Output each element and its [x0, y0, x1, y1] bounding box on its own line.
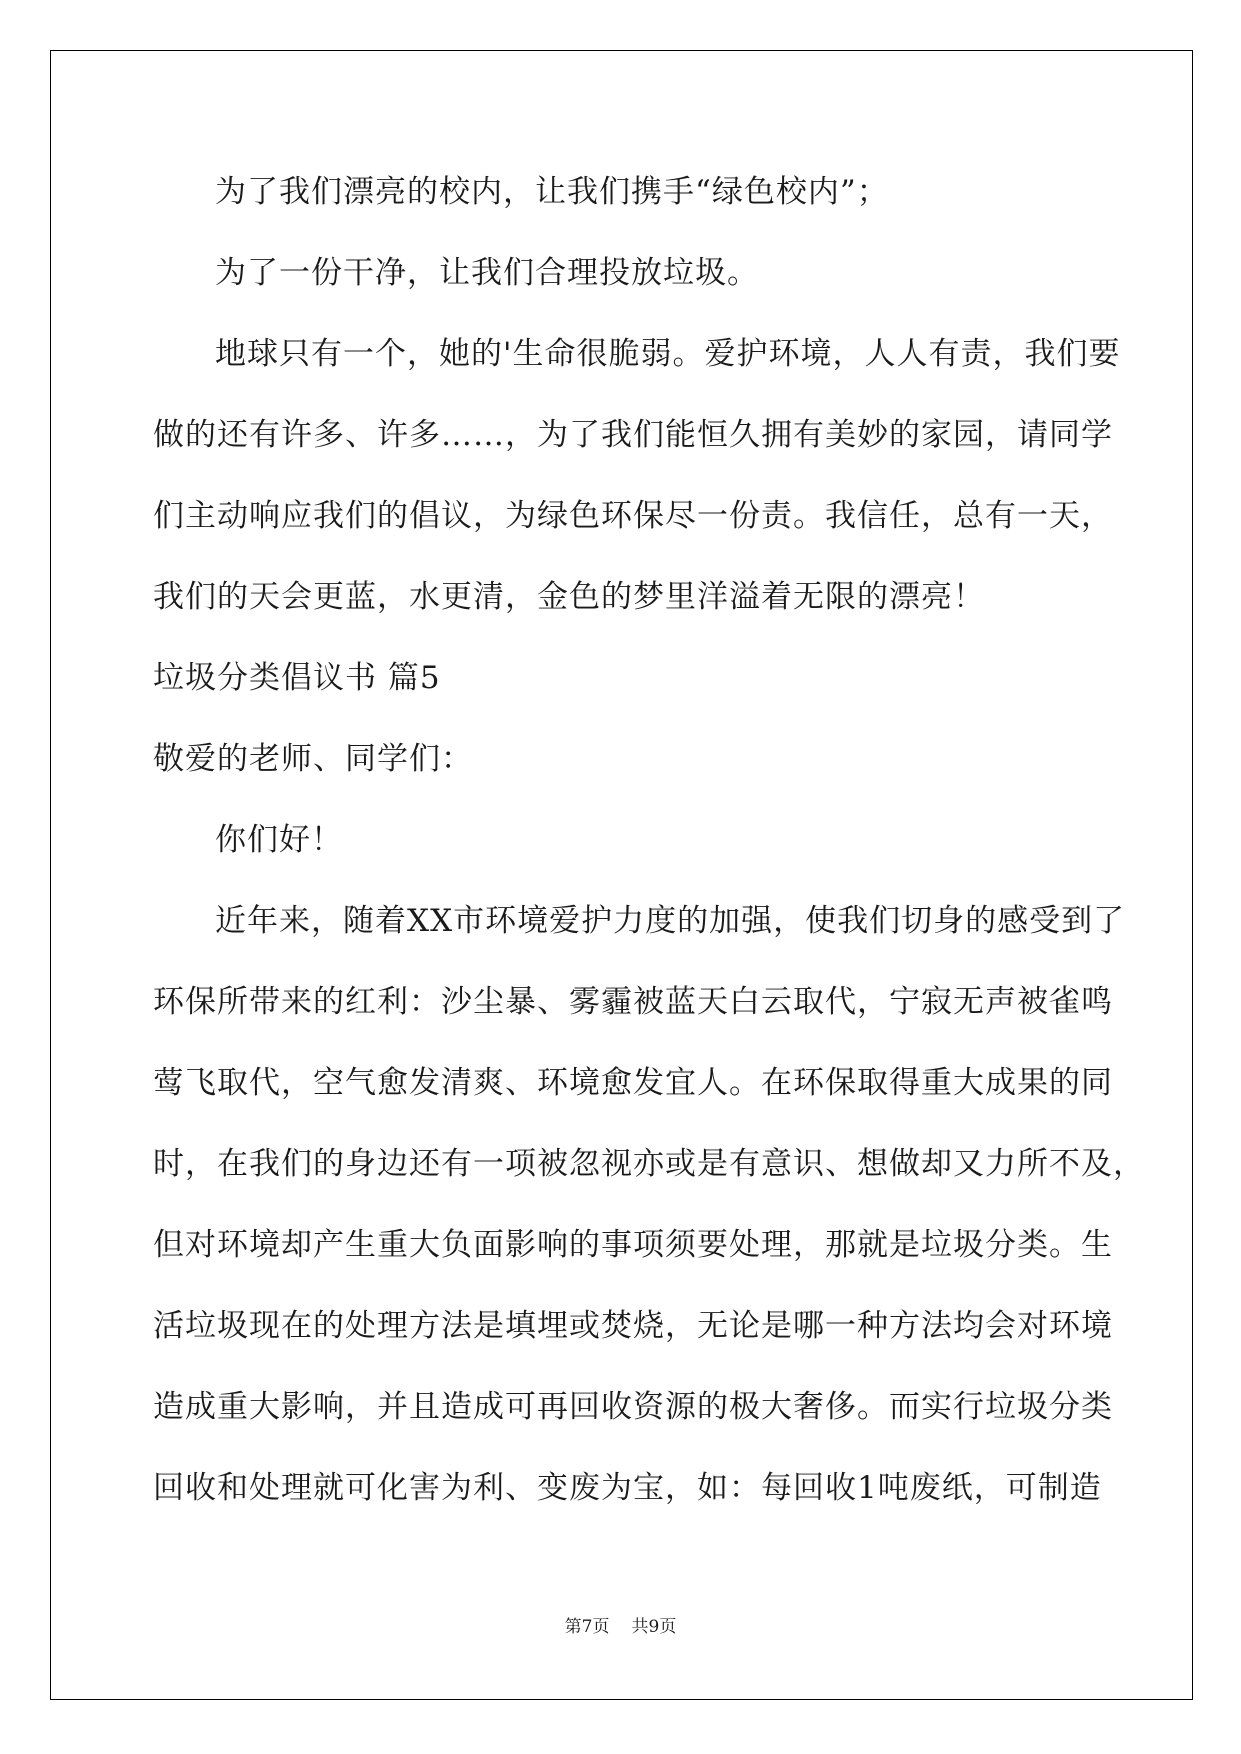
text-line: 莺飞取代，空气愈发清爽、环境愈发宜人。在环保取得重大成果的同: [153, 1065, 1113, 1101]
text-line: 但对环境却产生重大负面影响的事项须要处理，那就是垃圾分类。生: [153, 1227, 1113, 1263]
text-line: 做的还有许多、许多……，为了我们能恒久拥有美妙的家园，请同学: [153, 417, 1113, 453]
page-number-total: 共9页: [631, 1617, 677, 1637]
text-line: 们主动响应我们的倡议，为绿色环保尽一份责。我信任，总有一天，: [153, 498, 1113, 534]
text-line: 造成重大影响，并且造成可再回收资源的极大奢侈。而实行垃圾分类: [153, 1389, 1113, 1425]
page-footer: [0, 1612, 1241, 1637]
text-line: 活垃圾现在的处理方法是填埋或焚烧，无论是哪一种方法均会对环境: [153, 1308, 1113, 1344]
text-line: 为了我们漂亮的校内，让我们携手“绿色校内”；: [215, 174, 889, 210]
section-heading: 垃圾分类倡议书 篇5: [153, 660, 441, 696]
text-line: 近年来，随着XX市环境爱护力度的加强，使我们切身的感受到了: [215, 903, 1126, 939]
text-line: 地球只有一个，她的'生命很脆弱。爱护环境，人人有责，我们要: [215, 336, 1121, 372]
page-border: [50, 50, 1193, 1700]
salutation: 敬爱的老师、同学们：: [153, 741, 473, 777]
text-line: 我们的天会更蓝，水更清，金色的梦里洋溢着无限的漂亮！: [153, 579, 985, 615]
text-line: 回收和处理就可化害为利、变废为宝，如：每回收1吨废纸，可制造: [153, 1470, 1102, 1506]
text-line: 环保所带来的红利：沙尘暴、雾霾被蓝天白云取代，宁寂无声被雀鸣: [153, 984, 1113, 1020]
text-line: 为了一份干净，让我们合理投放垃圾。: [215, 255, 759, 291]
page-number-current: 第7页: [564, 1617, 610, 1637]
greeting: 你们好！: [215, 822, 343, 858]
text-line: 时，在我们的身边还有一项被忽视亦或是有意识、想做却又力所不及，: [153, 1146, 1145, 1182]
